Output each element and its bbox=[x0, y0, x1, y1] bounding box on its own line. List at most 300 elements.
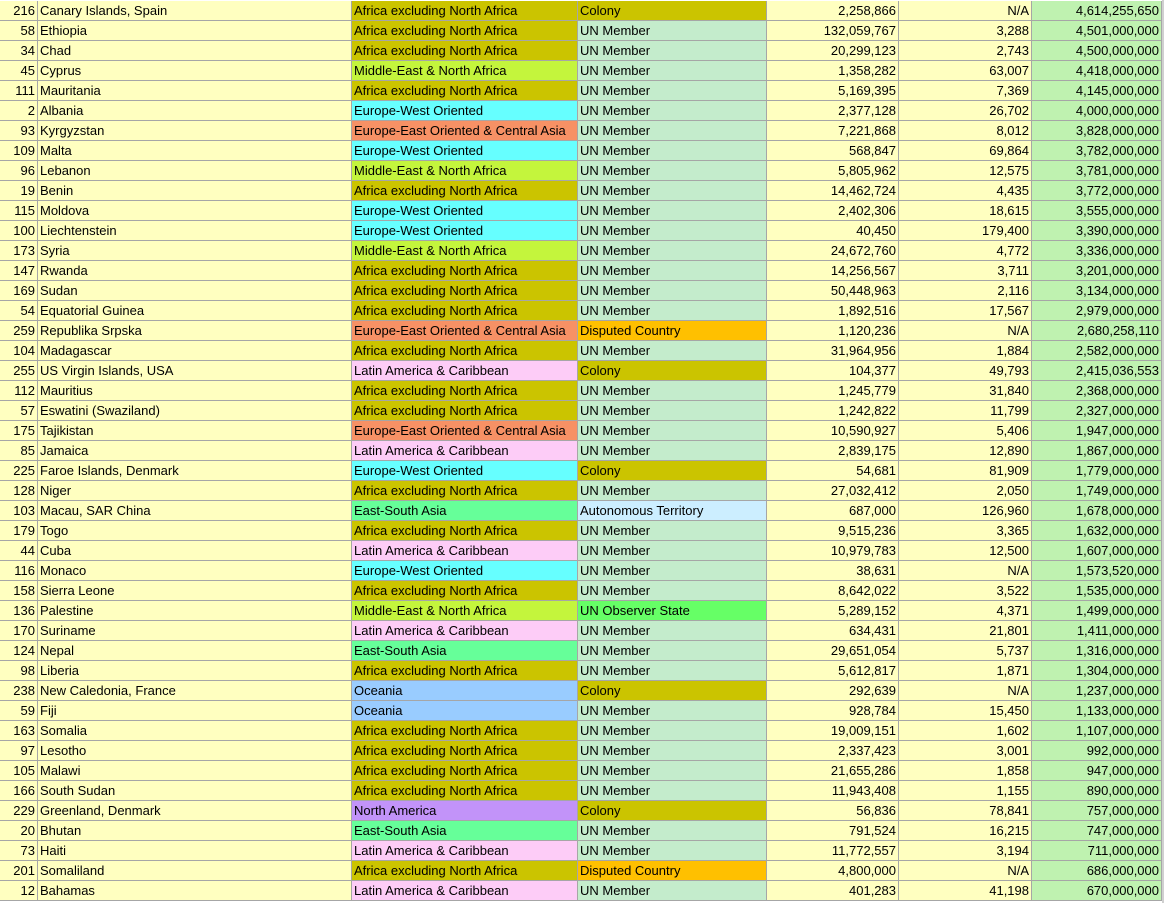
per-capita-cell[interactable]: 2,050 bbox=[899, 481, 1032, 501]
status-cell[interactable]: UN Member bbox=[578, 401, 767, 421]
total-cell[interactable]: 1,499,000,000 bbox=[1032, 601, 1162, 621]
population-cell[interactable]: 24,672,760 bbox=[767, 241, 899, 261]
country-cell[interactable]: New Caledonia, France bbox=[38, 681, 352, 701]
total-cell[interactable]: 3,134,000,000 bbox=[1032, 281, 1162, 301]
status-cell[interactable]: UN Member bbox=[578, 621, 767, 641]
status-cell[interactable]: UN Member bbox=[578, 21, 767, 41]
status-cell[interactable]: UN Member bbox=[578, 661, 767, 681]
population-cell[interactable]: 132,059,767 bbox=[767, 21, 899, 41]
rank-cell[interactable]: 259 bbox=[0, 321, 38, 341]
per-capita-cell[interactable]: 3,001 bbox=[899, 741, 1032, 761]
rank-cell[interactable]: 20 bbox=[0, 821, 38, 841]
population-cell[interactable]: 19,009,151 bbox=[767, 721, 899, 741]
country-cell[interactable]: Rwanda bbox=[38, 261, 352, 281]
per-capita-cell[interactable]: 3,365 bbox=[899, 521, 1032, 541]
rank-cell[interactable]: 136 bbox=[0, 601, 38, 621]
total-cell[interactable]: 711,000,000 bbox=[1032, 841, 1162, 861]
status-cell[interactable]: UN Member bbox=[578, 701, 767, 721]
status-cell[interactable]: Colony bbox=[578, 461, 767, 481]
rank-cell[interactable]: 34 bbox=[0, 41, 38, 61]
region-cell[interactable]: Africa excluding North Africa bbox=[352, 861, 578, 881]
per-capita-cell[interactable]: 4,435 bbox=[899, 181, 1032, 201]
total-cell[interactable]: 890,000,000 bbox=[1032, 781, 1162, 801]
total-cell[interactable]: 4,500,000,000 bbox=[1032, 41, 1162, 61]
status-cell[interactable]: Colony bbox=[578, 801, 767, 821]
total-cell[interactable]: 4,418,000,000 bbox=[1032, 61, 1162, 81]
status-cell[interactable]: UN Member bbox=[578, 261, 767, 281]
country-cell[interactable]: Somaliland bbox=[38, 861, 352, 881]
rank-cell[interactable]: 57 bbox=[0, 401, 38, 421]
country-cell[interactable]: US Virgin Islands, USA bbox=[38, 361, 352, 381]
total-cell[interactable]: 1,749,000,000 bbox=[1032, 481, 1162, 501]
rank-cell[interactable]: 116 bbox=[0, 561, 38, 581]
rank-cell[interactable]: 85 bbox=[0, 441, 38, 461]
per-capita-cell[interactable]: 3,711 bbox=[899, 261, 1032, 281]
per-capita-cell[interactable]: 1,884 bbox=[899, 341, 1032, 361]
per-capita-cell[interactable]: 179,400 bbox=[899, 221, 1032, 241]
rank-cell[interactable]: 73 bbox=[0, 841, 38, 861]
rank-cell[interactable]: 225 bbox=[0, 461, 38, 481]
status-cell[interactable]: UN Member bbox=[578, 581, 767, 601]
total-cell[interactable]: 686,000,000 bbox=[1032, 861, 1162, 881]
region-cell[interactable]: Africa excluding North Africa bbox=[352, 1, 578, 21]
country-cell[interactable]: Suriname bbox=[38, 621, 352, 641]
total-cell[interactable]: 2,415,036,553 bbox=[1032, 361, 1162, 381]
region-cell[interactable]: Latin America & Caribbean bbox=[352, 841, 578, 861]
country-cell[interactable]: Lesotho bbox=[38, 741, 352, 761]
population-cell[interactable]: 31,964,956 bbox=[767, 341, 899, 361]
rank-cell[interactable]: 175 bbox=[0, 421, 38, 441]
total-cell[interactable]: 1,133,000,000 bbox=[1032, 701, 1162, 721]
rank-cell[interactable]: 12 bbox=[0, 881, 38, 901]
country-cell[interactable]: Togo bbox=[38, 521, 352, 541]
status-cell[interactable]: UN Member bbox=[578, 281, 767, 301]
per-capita-cell[interactable]: 12,890 bbox=[899, 441, 1032, 461]
country-cell[interactable]: Somalia bbox=[38, 721, 352, 741]
total-cell[interactable]: 2,582,000,000 bbox=[1032, 341, 1162, 361]
country-cell[interactable]: Haiti bbox=[38, 841, 352, 861]
status-cell[interactable]: UN Member bbox=[578, 201, 767, 221]
rank-cell[interactable]: 170 bbox=[0, 621, 38, 641]
region-cell[interactable]: Africa excluding North Africa bbox=[352, 341, 578, 361]
per-capita-cell[interactable]: 15,450 bbox=[899, 701, 1032, 721]
per-capita-cell[interactable]: 4,772 bbox=[899, 241, 1032, 261]
population-cell[interactable]: 5,805,962 bbox=[767, 161, 899, 181]
rank-cell[interactable]: 2 bbox=[0, 101, 38, 121]
region-cell[interactable]: Oceania bbox=[352, 701, 578, 721]
rank-cell[interactable]: 54 bbox=[0, 301, 38, 321]
country-cell[interactable]: Faroe Islands, Denmark bbox=[38, 461, 352, 481]
region-cell[interactable]: Europe-East Oriented & Central Asia bbox=[352, 421, 578, 441]
population-cell[interactable]: 29,651,054 bbox=[767, 641, 899, 661]
total-cell[interactable]: 3,782,000,000 bbox=[1032, 141, 1162, 161]
population-cell[interactable]: 568,847 bbox=[767, 141, 899, 161]
status-cell[interactable]: Disputed Country bbox=[578, 861, 767, 881]
status-cell[interactable]: UN Member bbox=[578, 41, 767, 61]
rank-cell[interactable]: 201 bbox=[0, 861, 38, 881]
country-cell[interactable]: Cyprus bbox=[38, 61, 352, 81]
total-cell[interactable]: 1,237,000,000 bbox=[1032, 681, 1162, 701]
per-capita-cell[interactable]: 63,007 bbox=[899, 61, 1032, 81]
country-cell[interactable]: Jamaica bbox=[38, 441, 352, 461]
total-cell[interactable]: 1,573,520,000 bbox=[1032, 561, 1162, 581]
per-capita-cell[interactable]: 17,567 bbox=[899, 301, 1032, 321]
total-cell[interactable]: 4,145,000,000 bbox=[1032, 81, 1162, 101]
per-capita-cell[interactable]: 7,369 bbox=[899, 81, 1032, 101]
region-cell[interactable]: Europe-West Oriented bbox=[352, 221, 578, 241]
population-cell[interactable]: 21,655,286 bbox=[767, 761, 899, 781]
rank-cell[interactable]: 103 bbox=[0, 501, 38, 521]
country-cell[interactable]: Benin bbox=[38, 181, 352, 201]
status-cell[interactable]: UN Member bbox=[578, 781, 767, 801]
status-cell[interactable]: UN Member bbox=[578, 761, 767, 781]
rank-cell[interactable]: 98 bbox=[0, 661, 38, 681]
total-cell[interactable]: 4,501,000,000 bbox=[1032, 21, 1162, 41]
rank-cell[interactable]: 45 bbox=[0, 61, 38, 81]
status-cell[interactable]: UN Observer State bbox=[578, 601, 767, 621]
per-capita-cell[interactable]: 78,841 bbox=[899, 801, 1032, 821]
population-cell[interactable]: 1,120,236 bbox=[767, 321, 899, 341]
region-cell[interactable]: Africa excluding North Africa bbox=[352, 301, 578, 321]
population-cell[interactable]: 5,289,152 bbox=[767, 601, 899, 621]
region-cell[interactable]: Africa excluding North Africa bbox=[352, 521, 578, 541]
region-cell[interactable]: Europe-West Oriented bbox=[352, 461, 578, 481]
region-cell[interactable]: Europe-East Oriented & Central Asia bbox=[352, 121, 578, 141]
total-cell[interactable]: 3,555,000,000 bbox=[1032, 201, 1162, 221]
country-cell[interactable]: Kyrgyzstan bbox=[38, 121, 352, 141]
country-cell[interactable]: Bhutan bbox=[38, 821, 352, 841]
per-capita-cell[interactable]: 3,288 bbox=[899, 21, 1032, 41]
country-cell[interactable]: Lebanon bbox=[38, 161, 352, 181]
total-cell[interactable]: 747,000,000 bbox=[1032, 821, 1162, 841]
country-cell[interactable]: Fiji bbox=[38, 701, 352, 721]
rank-cell[interactable]: 163 bbox=[0, 721, 38, 741]
total-cell[interactable]: 3,201,000,000 bbox=[1032, 261, 1162, 281]
total-cell[interactable]: 1,304,000,000 bbox=[1032, 661, 1162, 681]
total-cell[interactable]: 2,680,258,110 bbox=[1032, 321, 1162, 341]
status-cell[interactable]: UN Member bbox=[578, 141, 767, 161]
region-cell[interactable]: Africa excluding North Africa bbox=[352, 481, 578, 501]
status-cell[interactable]: UN Member bbox=[578, 741, 767, 761]
per-capita-cell[interactable]: 4,371 bbox=[899, 601, 1032, 621]
status-cell[interactable]: UN Member bbox=[578, 721, 767, 741]
status-cell[interactable]: UN Member bbox=[578, 161, 767, 181]
total-cell[interactable]: 3,336,000,000 bbox=[1032, 241, 1162, 261]
country-cell[interactable]: Malta bbox=[38, 141, 352, 161]
rank-cell[interactable]: 115 bbox=[0, 201, 38, 221]
total-cell[interactable]: 670,000,000 bbox=[1032, 881, 1162, 901]
region-cell[interactable]: Africa excluding North Africa bbox=[352, 581, 578, 601]
status-cell[interactable]: UN Member bbox=[578, 181, 767, 201]
rank-cell[interactable]: 169 bbox=[0, 281, 38, 301]
per-capita-cell[interactable]: N/A bbox=[899, 561, 1032, 581]
population-cell[interactable]: 27,032,412 bbox=[767, 481, 899, 501]
population-cell[interactable]: 14,462,724 bbox=[767, 181, 899, 201]
status-cell[interactable]: UN Member bbox=[578, 881, 767, 901]
region-cell[interactable]: Europe-West Oriented bbox=[352, 201, 578, 221]
population-cell[interactable]: 56,836 bbox=[767, 801, 899, 821]
rank-cell[interactable]: 255 bbox=[0, 361, 38, 381]
rank-cell[interactable]: 173 bbox=[0, 241, 38, 261]
rank-cell[interactable]: 179 bbox=[0, 521, 38, 541]
region-cell[interactable]: Africa excluding North Africa bbox=[352, 81, 578, 101]
status-cell[interactable]: UN Member bbox=[578, 841, 767, 861]
total-cell[interactable]: 3,390,000,000 bbox=[1032, 221, 1162, 241]
per-capita-cell[interactable]: 12,500 bbox=[899, 541, 1032, 561]
per-capita-cell[interactable]: 3,522 bbox=[899, 581, 1032, 601]
region-cell[interactable]: Middle-East & North Africa bbox=[352, 241, 578, 261]
country-cell[interactable]: Greenland, Denmark bbox=[38, 801, 352, 821]
total-cell[interactable]: 4,000,000,000 bbox=[1032, 101, 1162, 121]
country-cell[interactable]: Nepal bbox=[38, 641, 352, 661]
rank-cell[interactable]: 109 bbox=[0, 141, 38, 161]
total-cell[interactable]: 1,678,000,000 bbox=[1032, 501, 1162, 521]
population-cell[interactable]: 687,000 bbox=[767, 501, 899, 521]
rank-cell[interactable]: 97 bbox=[0, 741, 38, 761]
total-cell[interactable]: 1,411,000,000 bbox=[1032, 621, 1162, 641]
status-cell[interactable]: UN Member bbox=[578, 221, 767, 241]
population-cell[interactable]: 54,681 bbox=[767, 461, 899, 481]
population-cell[interactable]: 10,979,783 bbox=[767, 541, 899, 561]
region-cell[interactable]: Oceania bbox=[352, 681, 578, 701]
status-cell[interactable]: Autonomous Territory bbox=[578, 501, 767, 521]
rank-cell[interactable]: 19 bbox=[0, 181, 38, 201]
status-cell[interactable]: UN Member bbox=[578, 541, 767, 561]
population-cell[interactable]: 4,800,000 bbox=[767, 861, 899, 881]
population-cell[interactable]: 11,943,408 bbox=[767, 781, 899, 801]
country-cell[interactable]: Republika Srpska bbox=[38, 321, 352, 341]
status-cell[interactable]: UN Member bbox=[578, 381, 767, 401]
country-cell[interactable]: Ethiopia bbox=[38, 21, 352, 41]
region-cell[interactable]: North America bbox=[352, 801, 578, 821]
total-cell[interactable]: 757,000,000 bbox=[1032, 801, 1162, 821]
total-cell[interactable]: 947,000,000 bbox=[1032, 761, 1162, 781]
status-cell[interactable]: Disputed Country bbox=[578, 321, 767, 341]
population-cell[interactable]: 11,772,557 bbox=[767, 841, 899, 861]
population-cell[interactable]: 9,515,236 bbox=[767, 521, 899, 541]
country-cell[interactable]: Palestine bbox=[38, 601, 352, 621]
population-cell[interactable]: 7,221,868 bbox=[767, 121, 899, 141]
population-cell[interactable]: 2,337,423 bbox=[767, 741, 899, 761]
country-cell[interactable]: Moldova bbox=[38, 201, 352, 221]
total-cell[interactable]: 3,828,000,000 bbox=[1032, 121, 1162, 141]
region-cell[interactable]: East-South Asia bbox=[352, 821, 578, 841]
per-capita-cell[interactable]: 31,840 bbox=[899, 381, 1032, 401]
region-cell[interactable]: Europe-West Oriented bbox=[352, 101, 578, 121]
total-cell[interactable]: 992,000,000 bbox=[1032, 741, 1162, 761]
rank-cell[interactable]: 238 bbox=[0, 681, 38, 701]
status-cell[interactable]: UN Member bbox=[578, 301, 767, 321]
status-cell[interactable]: UN Member bbox=[578, 241, 767, 261]
country-cell[interactable]: Sierra Leone bbox=[38, 581, 352, 601]
region-cell[interactable]: Latin America & Caribbean bbox=[352, 361, 578, 381]
country-cell[interactable]: South Sudan bbox=[38, 781, 352, 801]
status-cell[interactable]: UN Member bbox=[578, 341, 767, 361]
region-cell[interactable]: Europe-East Oriented & Central Asia bbox=[352, 321, 578, 341]
rank-cell[interactable]: 100 bbox=[0, 221, 38, 241]
region-cell[interactable]: Latin America & Caribbean bbox=[352, 881, 578, 901]
total-cell[interactable]: 1,867,000,000 bbox=[1032, 441, 1162, 461]
country-cell[interactable]: Macau, SAR China bbox=[38, 501, 352, 521]
rank-cell[interactable]: 111 bbox=[0, 81, 38, 101]
population-cell[interactable]: 8,642,022 bbox=[767, 581, 899, 601]
total-cell[interactable]: 3,781,000,000 bbox=[1032, 161, 1162, 181]
per-capita-cell[interactable]: 18,615 bbox=[899, 201, 1032, 221]
region-cell[interactable]: Africa excluding North Africa bbox=[352, 781, 578, 801]
per-capita-cell[interactable]: 16,215 bbox=[899, 821, 1032, 841]
per-capita-cell[interactable]: 5,737 bbox=[899, 641, 1032, 661]
status-cell[interactable]: UN Member bbox=[578, 561, 767, 581]
per-capita-cell[interactable]: N/A bbox=[899, 321, 1032, 341]
country-cell[interactable]: Monaco bbox=[38, 561, 352, 581]
per-capita-cell[interactable]: 1,602 bbox=[899, 721, 1032, 741]
per-capita-cell[interactable]: N/A bbox=[899, 1, 1032, 21]
total-cell[interactable]: 1,779,000,000 bbox=[1032, 461, 1162, 481]
rank-cell[interactable]: 216 bbox=[0, 1, 38, 21]
per-capita-cell[interactable]: N/A bbox=[899, 861, 1032, 881]
status-cell[interactable]: UN Member bbox=[578, 121, 767, 141]
status-cell[interactable]: UN Member bbox=[578, 521, 767, 541]
country-cell[interactable]: Mauritania bbox=[38, 81, 352, 101]
rank-cell[interactable]: 229 bbox=[0, 801, 38, 821]
region-cell[interactable]: Middle-East & North Africa bbox=[352, 61, 578, 81]
country-cell[interactable]: Mauritius bbox=[38, 381, 352, 401]
total-cell[interactable]: 1,607,000,000 bbox=[1032, 541, 1162, 561]
rank-cell[interactable]: 58 bbox=[0, 21, 38, 41]
region-cell[interactable]: Europe-West Oriented bbox=[352, 561, 578, 581]
country-cell[interactable]: Malawi bbox=[38, 761, 352, 781]
per-capita-cell[interactable]: 1,871 bbox=[899, 661, 1032, 681]
status-cell[interactable]: Colony bbox=[578, 361, 767, 381]
total-cell[interactable]: 1,535,000,000 bbox=[1032, 581, 1162, 601]
region-cell[interactable]: Middle-East & North Africa bbox=[352, 601, 578, 621]
rank-cell[interactable]: 44 bbox=[0, 541, 38, 561]
per-capita-cell[interactable]: 2,743 bbox=[899, 41, 1032, 61]
population-cell[interactable]: 38,631 bbox=[767, 561, 899, 581]
per-capita-cell[interactable]: 12,575 bbox=[899, 161, 1032, 181]
country-cell[interactable]: Liberia bbox=[38, 661, 352, 681]
region-cell[interactable]: Africa excluding North Africa bbox=[352, 281, 578, 301]
country-cell[interactable]: Albania bbox=[38, 101, 352, 121]
country-cell[interactable]: Syria bbox=[38, 241, 352, 261]
population-cell[interactable]: 10,590,927 bbox=[767, 421, 899, 441]
population-cell[interactable]: 634,431 bbox=[767, 621, 899, 641]
region-cell[interactable]: Africa excluding North Africa bbox=[352, 721, 578, 741]
total-cell[interactable]: 1,107,000,000 bbox=[1032, 721, 1162, 741]
status-cell[interactable]: UN Member bbox=[578, 441, 767, 461]
status-cell[interactable]: UN Member bbox=[578, 481, 767, 501]
region-cell[interactable]: Latin America & Caribbean bbox=[352, 621, 578, 641]
country-cell[interactable]: Niger bbox=[38, 481, 352, 501]
population-cell[interactable]: 2,258,866 bbox=[767, 1, 899, 21]
per-capita-cell[interactable]: 126,960 bbox=[899, 501, 1032, 521]
region-cell[interactable]: Middle-East & North Africa bbox=[352, 161, 578, 181]
rank-cell[interactable]: 128 bbox=[0, 481, 38, 501]
total-cell[interactable]: 2,368,000,000 bbox=[1032, 381, 1162, 401]
population-cell[interactable]: 401,283 bbox=[767, 881, 899, 901]
population-cell[interactable]: 5,169,395 bbox=[767, 81, 899, 101]
status-cell[interactable]: Colony bbox=[578, 681, 767, 701]
population-cell[interactable]: 791,524 bbox=[767, 821, 899, 841]
region-cell[interactable]: Africa excluding North Africa bbox=[352, 41, 578, 61]
country-cell[interactable]: Equatorial Guinea bbox=[38, 301, 352, 321]
population-cell[interactable]: 928,784 bbox=[767, 701, 899, 721]
population-cell[interactable]: 1,358,282 bbox=[767, 61, 899, 81]
per-capita-cell[interactable]: 1,858 bbox=[899, 761, 1032, 781]
per-capita-cell[interactable]: 1,155 bbox=[899, 781, 1032, 801]
total-cell[interactable]: 4,614,255,650 bbox=[1032, 1, 1162, 21]
status-cell[interactable]: UN Member bbox=[578, 641, 767, 661]
country-cell[interactable]: Tajikistan bbox=[38, 421, 352, 441]
rank-cell[interactable]: 124 bbox=[0, 641, 38, 661]
population-cell[interactable]: 1,892,516 bbox=[767, 301, 899, 321]
country-cell[interactable]: Bahamas bbox=[38, 881, 352, 901]
total-cell[interactable]: 1,632,000,000 bbox=[1032, 521, 1162, 541]
region-cell[interactable]: East-South Asia bbox=[352, 501, 578, 521]
status-cell[interactable]: UN Member bbox=[578, 81, 767, 101]
total-cell[interactable]: 2,979,000,000 bbox=[1032, 301, 1162, 321]
population-cell[interactable]: 1,242,822 bbox=[767, 401, 899, 421]
per-capita-cell[interactable]: 69,864 bbox=[899, 141, 1032, 161]
rank-cell[interactable]: 166 bbox=[0, 781, 38, 801]
per-capita-cell[interactable]: 11,799 bbox=[899, 401, 1032, 421]
region-cell[interactable]: Africa excluding North Africa bbox=[352, 381, 578, 401]
country-cell[interactable]: Cuba bbox=[38, 541, 352, 561]
per-capita-cell[interactable]: 5,406 bbox=[899, 421, 1032, 441]
region-cell[interactable]: Latin America & Caribbean bbox=[352, 541, 578, 561]
population-cell[interactable]: 1,245,779 bbox=[767, 381, 899, 401]
per-capita-cell[interactable]: 81,909 bbox=[899, 461, 1032, 481]
per-capita-cell[interactable]: 8,012 bbox=[899, 121, 1032, 141]
region-cell[interactable]: East-South Asia bbox=[352, 641, 578, 661]
status-cell[interactable]: Colony bbox=[578, 1, 767, 21]
population-cell[interactable]: 2,377,128 bbox=[767, 101, 899, 121]
total-cell[interactable]: 3,772,000,000 bbox=[1032, 181, 1162, 201]
population-cell[interactable]: 2,402,306 bbox=[767, 201, 899, 221]
total-cell[interactable]: 1,316,000,000 bbox=[1032, 641, 1162, 661]
region-cell[interactable]: Africa excluding North Africa bbox=[352, 261, 578, 281]
total-cell[interactable]: 2,327,000,000 bbox=[1032, 401, 1162, 421]
country-cell[interactable]: Madagascar bbox=[38, 341, 352, 361]
per-capita-cell[interactable]: 26,702 bbox=[899, 101, 1032, 121]
rank-cell[interactable]: 147 bbox=[0, 261, 38, 281]
rank-cell[interactable]: 105 bbox=[0, 761, 38, 781]
per-capita-cell[interactable]: 3,194 bbox=[899, 841, 1032, 861]
status-cell[interactable]: UN Member bbox=[578, 101, 767, 121]
region-cell[interactable]: Africa excluding North Africa bbox=[352, 401, 578, 421]
country-cell[interactable]: Liechtenstein bbox=[38, 221, 352, 241]
population-cell[interactable]: 5,612,817 bbox=[767, 661, 899, 681]
region-cell[interactable]: Europe-West Oriented bbox=[352, 141, 578, 161]
population-cell[interactable]: 292,639 bbox=[767, 681, 899, 701]
rank-cell[interactable]: 104 bbox=[0, 341, 38, 361]
country-cell[interactable]: Eswatini (Swaziland) bbox=[38, 401, 352, 421]
region-cell[interactable]: Africa excluding North Africa bbox=[352, 181, 578, 201]
rank-cell[interactable]: 158 bbox=[0, 581, 38, 601]
population-cell[interactable]: 40,450 bbox=[767, 221, 899, 241]
country-cell[interactable]: Canary Islands, Spain bbox=[38, 1, 352, 21]
population-cell[interactable]: 2,839,175 bbox=[767, 441, 899, 461]
rank-cell[interactable]: 93 bbox=[0, 121, 38, 141]
population-cell[interactable]: 20,299,123 bbox=[767, 41, 899, 61]
population-cell[interactable]: 50,448,963 bbox=[767, 281, 899, 301]
region-cell[interactable]: Latin America & Caribbean bbox=[352, 441, 578, 461]
region-cell[interactable]: Africa excluding North Africa bbox=[352, 21, 578, 41]
region-cell[interactable]: Africa excluding North Africa bbox=[352, 761, 578, 781]
per-capita-cell[interactable]: 21,801 bbox=[899, 621, 1032, 641]
population-cell[interactable]: 104,377 bbox=[767, 361, 899, 381]
rank-cell[interactable]: 96 bbox=[0, 161, 38, 181]
